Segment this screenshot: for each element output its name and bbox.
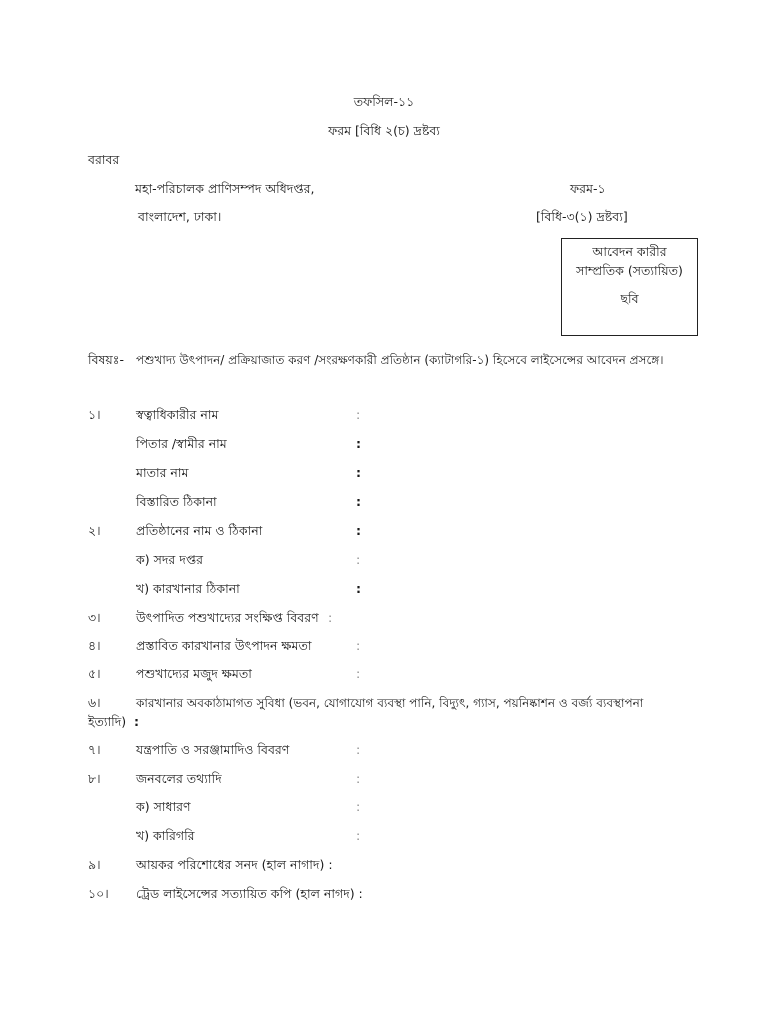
item-label-production-capacity: প্রস্তাবিত কারখানার উৎপাদন ক্ষমতা bbox=[136, 638, 312, 653]
item-label-trade-license: ট্রেড লাইসেন্সের সত্যায়িত কপি (হাল নাগদ) : bbox=[136, 886, 363, 901]
item-colon: : bbox=[356, 581, 361, 596]
item-label-storage-capacity: পশুখাদ্যের মজুদ ক্ষমতা bbox=[136, 666, 252, 681]
item-colon: : bbox=[356, 828, 361, 843]
item-colon: : bbox=[356, 638, 361, 653]
form-rule-title: ফরম [বিধি ২(চ) দ্রষ্টব্য bbox=[328, 123, 440, 138]
item-colon: : bbox=[356, 742, 361, 757]
item-label-feed-description: উৎপাদিত পশুখাদ্যের সংক্ষিপ্ত বিবরণ bbox=[136, 610, 319, 625]
item-label-org-name: প্রতিষ্ঠানের নাম ও ঠিকানা bbox=[136, 523, 263, 538]
item-colon: : bbox=[356, 494, 361, 509]
item-number: ৩। bbox=[88, 610, 101, 625]
photo-box-line2: সাম্প্রতিক (সত্যায়িত) bbox=[576, 263, 683, 278]
item-label-technical: খ) কারিগরি bbox=[136, 828, 195, 843]
item-label-head-office: ক) সদর দপ্তর bbox=[136, 552, 203, 567]
item-label-address: বিস্তারিত ঠিকানা bbox=[136, 494, 217, 509]
item-colon: : bbox=[356, 771, 361, 786]
item-number: ৮। bbox=[88, 771, 101, 786]
form-rule-ref: [বিধি-৩(১) দ্রষ্টব্য] bbox=[536, 209, 628, 224]
photo-box-line1: আবেদন কারীর bbox=[592, 244, 667, 259]
item-number: ৭। bbox=[88, 742, 101, 757]
item-label-owner-name: স্বত্বাধিকারীর নাম bbox=[136, 407, 219, 422]
item-label-father-name: পিতার /স্বামীর নাম bbox=[136, 436, 227, 451]
item-label-factory-address: খ) কারখানার ঠিকানা bbox=[136, 581, 240, 596]
item-label-general: ক) সাধারণ bbox=[136, 799, 191, 814]
item-label-mother-name: মাতার নাম bbox=[136, 465, 189, 480]
photo-box-line3: ছবি bbox=[620, 291, 639, 306]
item-colon: : bbox=[356, 666, 361, 681]
item-colon: : bbox=[356, 436, 361, 451]
item-colon: : bbox=[356, 552, 361, 567]
item-colon: : bbox=[134, 714, 139, 729]
form-number: ফরম-১ bbox=[570, 181, 606, 196]
applicant-photo-box bbox=[561, 238, 698, 336]
item-number: ২। bbox=[88, 523, 101, 538]
item-label-manpower: জনবলের তথ্যাদি bbox=[136, 771, 222, 786]
item-label-equipment: যন্ত্রপাতি ও সরঞ্জামাদিও বিবরণ bbox=[136, 742, 290, 757]
salutation: বরাবর bbox=[88, 152, 120, 167]
item-colon: : bbox=[356, 799, 361, 814]
item-label-infrastructure: কারখানার অবকাঠামাগত সুবিধা (ভবন, যোগাযোগ ব্যবস্থা পানি, বিদ্যুৎ, গ্যাস, পয়নিষ্কাশন ও বর্জ্য ব্যবস্থাপনা bbox=[136, 696, 644, 710]
subject-text: পশুখাদ্য উৎপাদন/ প্রক্রিয়াজাত করণ /সংরক্ষণকারী প্রতিষ্ঠান (ক্যাটাগরি-১) হিসেবে লাইসেন্সের আবেদন প্রসঙ্গে। bbox=[136, 353, 664, 367]
item-colon: : bbox=[356, 407, 361, 422]
item-number: ১। bbox=[88, 407, 101, 422]
item-colon: : bbox=[356, 465, 361, 480]
item-label-tax-certificate: আয়কর পরিশোধের সনদ (হাল নাগাদ) : bbox=[136, 857, 333, 872]
item-colon: : bbox=[328, 610, 333, 625]
item-number: ৯। bbox=[88, 857, 101, 872]
item-number: ৬। bbox=[88, 695, 101, 710]
item-number: ৪। bbox=[88, 638, 101, 653]
addressee-line2: বাংলাদেশ, ঢাকা। bbox=[138, 209, 222, 224]
item-number: ৫। bbox=[88, 666, 101, 681]
item-label-infrastructure-cont: ইত্যাদি) bbox=[88, 714, 127, 729]
addressee-line1: মহা-পরিচালক প্রাণিসম্পদ অধিদপ্তর, bbox=[135, 181, 315, 196]
subject-label: বিষয়ঃ- bbox=[88, 352, 124, 367]
item-colon: : bbox=[356, 523, 361, 538]
schedule-title: তফসিল-১১ bbox=[353, 94, 415, 109]
item-number: ১০। bbox=[88, 886, 109, 901]
